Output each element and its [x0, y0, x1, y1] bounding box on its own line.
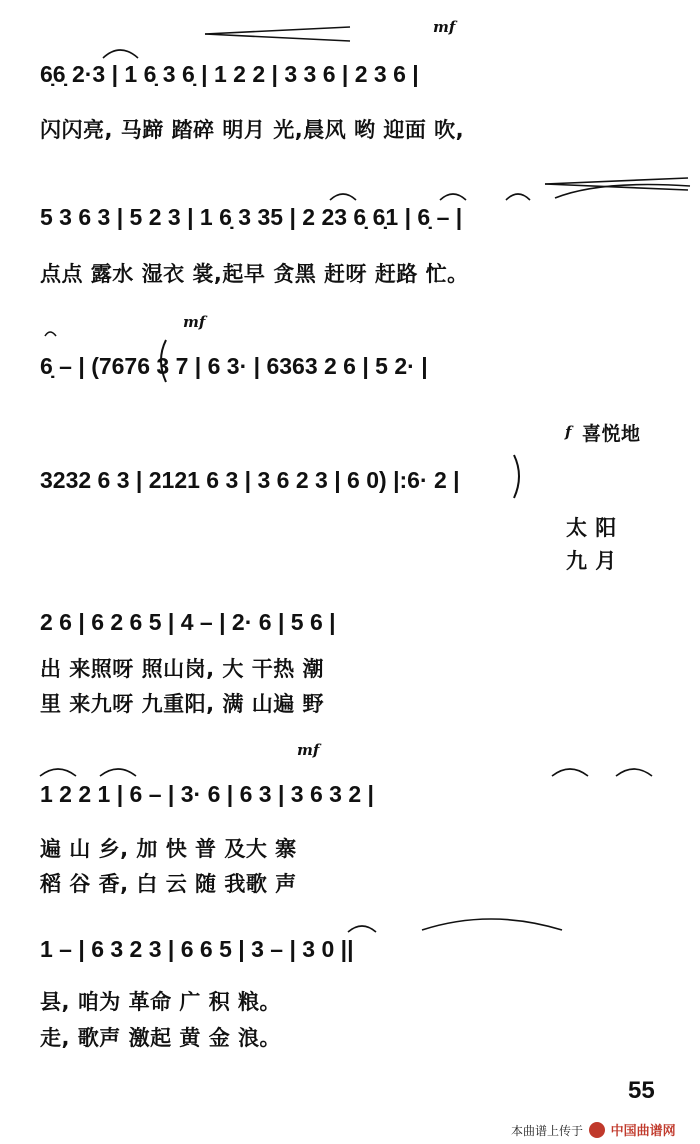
crescendo-hairpin-1	[545, 178, 688, 190]
tie-2	[45, 332, 56, 336]
page-number: 55	[628, 1077, 655, 1104]
system-2-lyrics: 点点 露水 湿衣 裳,起早 贪黑 赶呀 赶路 忙。	[40, 262, 469, 286]
system-1-lyrics: 闪闪亮, 马蹄 踏碎 明月 光,晨风 哟 迎面 吹,	[40, 118, 465, 142]
tie-3	[422, 919, 562, 930]
system-5-notes: 2 6 | 6 2 6 5 | 4 – | 2· 6 | 5 6 |	[40, 609, 336, 635]
expression-mark: 喜悦地	[582, 423, 641, 445]
footer-brand: 中国曲谱网	[610, 1124, 676, 1139]
footer-upload-text: 本曲谱上传于	[511, 1124, 584, 1138]
system-4-lyrics-verse-1: 太 阳	[566, 516, 617, 540]
system-6-notes: 1 2 2 1 | 6 – | 3· 6 | 6 3 | 3 6 3 2 |	[40, 781, 374, 807]
slur-8	[616, 769, 652, 776]
interlude-paren-open	[161, 340, 166, 382]
system-7-notes: 1 – | 6 3 2 3 | 6 6 5 | 3 – | 3 0 ||	[40, 936, 354, 962]
decrescendo-hairpin-1	[205, 27, 350, 41]
system-6-lyrics-verse-1: 遍 山 乡, 加 快 普 及大 寨	[40, 837, 297, 861]
system-5-lyrics-verse-1: 出 来照呀 照山岗, 大 干热 潮	[40, 657, 325, 681]
slur-6	[100, 769, 136, 776]
logo-icon	[589, 1122, 605, 1138]
slur-2	[330, 194, 356, 200]
interlude-paren-close	[514, 455, 519, 498]
system-7-lyrics-verse-1: 县, 咱为 革命 广 积 粮。	[40, 990, 282, 1014]
slur-7	[552, 769, 588, 776]
footer-credit	[511, 1122, 676, 1140]
system-6-lyrics-verse-2: 稻 谷 香, 白 云 随 我歌 声	[40, 872, 297, 896]
system-1-notes: 6̣6̣ 2·3 | 1 6̣ 3 6̣ | 1 2 2 | 3 3 6 | 2 3 6 |	[40, 61, 419, 87]
slur-9	[348, 926, 376, 932]
dynamic-mf-3: mf	[297, 741, 320, 759]
system-5-lyrics-verse-2: 里 来九呀 九重阳, 满 山遍 野	[40, 692, 325, 716]
slur-3	[440, 194, 466, 200]
dynamic-f: f	[565, 423, 572, 441]
slur-4	[506, 194, 530, 200]
system-4-lyrics-verse-2: 九 月	[566, 549, 617, 573]
dynamic-mf-1: mf	[433, 18, 456, 36]
slur-1	[103, 50, 138, 58]
system-3-notes: 6̣ – | (7676 3 7 | 6 3· | 6363 2 6 | 5 2· |	[40, 353, 428, 379]
slur-5	[40, 769, 76, 776]
system-4-notes: 3232 6 3 | 2121 6 3 | 3 6 2 3 | 6 0) |:6· 2 |	[40, 467, 460, 493]
dynamic-mf-2: mf	[183, 313, 206, 331]
system-2-notes: 5 3 6 3 | 5 2 3 | 1 6̣ 3 35 | 2 23 6̣ 6̣1 | 6̣ – |	[40, 204, 463, 230]
system-7-lyrics-verse-2: 走, 歌声 激起 黄 金 浪。	[40, 1026, 282, 1050]
